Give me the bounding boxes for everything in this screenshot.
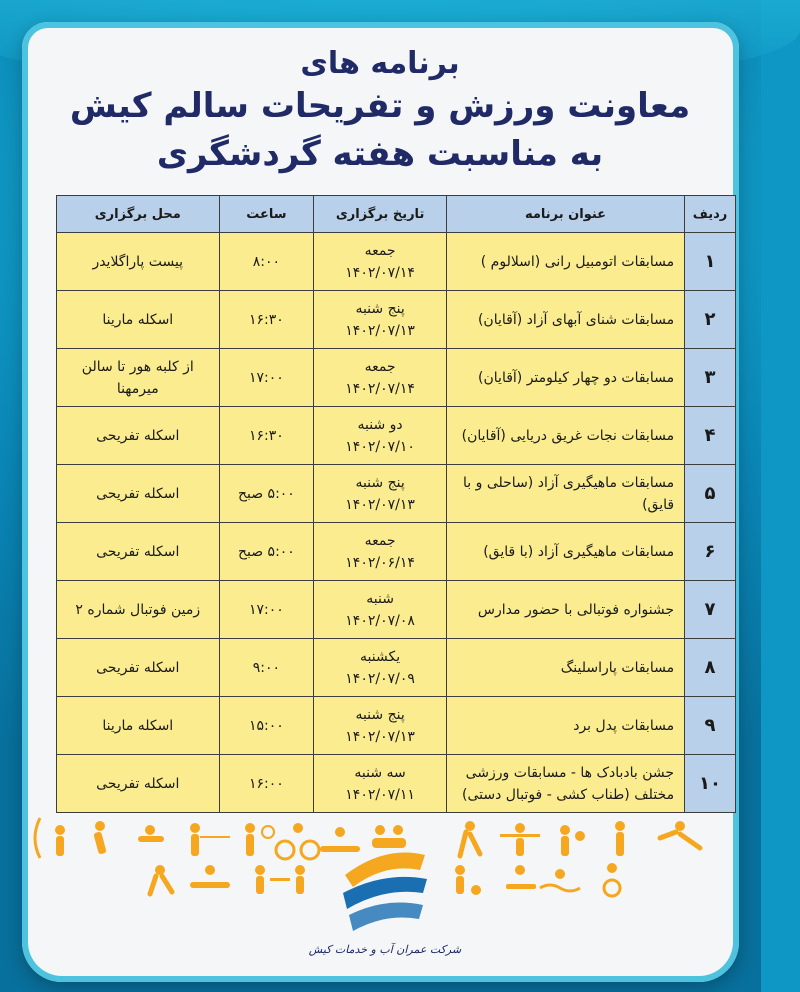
table-row — [57, 755, 736, 813]
table-row — [57, 233, 736, 291]
place-cell: اسکله تفریحی — [57, 755, 220, 813]
date-cell — [314, 465, 447, 523]
page-title-line1: برنامه های — [300, 46, 460, 81]
date-cell — [314, 755, 447, 813]
company-logo — [308, 835, 462, 965]
volleyball-icon — [615, 821, 625, 856]
row-number: ۱ — [685, 233, 736, 291]
table-header-row — [57, 196, 736, 233]
place-cell: اسکله تفریحی — [57, 407, 220, 465]
logo-text: شرکت عمران آب و خدمات کیش — [308, 943, 462, 956]
date-cell — [314, 291, 447, 349]
gymnastics-icon — [93, 821, 106, 855]
date-value: ۱۴۰۲/۰۷/۰۹ — [345, 670, 415, 687]
date-value: ۱۴۰۲/۰۶/۱۴ — [345, 554, 415, 571]
running-icon — [460, 821, 480, 856]
swimming-icon — [138, 825, 164, 842]
program-title: مسابقات دو چهار کیلومتر (آقایان) — [446, 349, 684, 407]
row-number: ۴ — [685, 407, 736, 465]
page-title-line3: به مناسبت هفته گردشگری — [156, 134, 604, 174]
program-title: مسابقات اتومبیل رانی (اسلالوم ) — [446, 233, 684, 291]
time-cell: ۵:۰۰ صبح — [219, 465, 314, 523]
program-title: جشن بادبادک ها - مسابقات ورزشی مختلف (طناب کشی - فوتبال دستی) — [446, 755, 684, 813]
hurdle-icon — [255, 865, 290, 894]
table-row — [57, 523, 736, 581]
date-value: ۱۴۰۲/۰۷/۱۴ — [345, 380, 415, 397]
date-value: ۱۴۰۲/۰۷/۱۴ — [345, 264, 415, 281]
canoe-icon — [190, 865, 230, 888]
place-cell: اسکله مارینا — [57, 697, 220, 755]
date-day: جمعه — [364, 358, 396, 375]
row-number: ۵ — [685, 465, 736, 523]
sailing-icon — [506, 865, 536, 889]
program-title: مسابقات شنای آبهای آزاد (آقایان) — [446, 291, 684, 349]
place-cell: اسکله تفریحی — [57, 639, 220, 697]
time-cell: ۹:۰۰ — [219, 639, 314, 697]
date-day: سه شنبه — [354, 764, 406, 781]
date-cell — [314, 349, 447, 407]
program-title: مسابقات پدل برد — [446, 697, 684, 755]
time-cell: ۱۶:۰۰ — [219, 755, 314, 813]
date-value: ۱۴۰۲/۰۷/۰۸ — [345, 612, 415, 629]
date-day: شنبه — [366, 590, 394, 607]
date-value: ۱۴۰۲/۰۷/۱۱ — [345, 786, 415, 803]
table-row — [57, 581, 736, 639]
football-icon — [455, 865, 481, 895]
row-number: ۶ — [685, 523, 736, 581]
wheelchair-sport-icon — [604, 863, 620, 896]
date-value: ۱۴۰۲/۰۷/۱۳ — [345, 322, 415, 339]
table-row — [57, 407, 736, 465]
header-program: عنوان برنامه — [446, 196, 684, 233]
row-number: ۸ — [685, 639, 736, 697]
program-title: مسابقات پاراسلینگ — [446, 639, 684, 697]
fencing-icon — [190, 823, 230, 856]
table-row — [57, 697, 736, 755]
row-number: ۷ — [685, 581, 736, 639]
time-cell: ۵:۰۰ صبح — [219, 523, 314, 581]
place-cell: پیست پاراگلایدر — [57, 233, 220, 291]
date-day: دو شنبه — [357, 416, 403, 433]
karate-icon — [660, 821, 700, 848]
time-cell: ۱۷:۰۰ — [219, 349, 314, 407]
place-cell: اسکله مارینا — [57, 291, 220, 349]
program-title: مسابقات ماهیگیری آزاد (با قایق) — [446, 523, 684, 581]
date-day: جمعه — [364, 242, 396, 259]
time-cell: ۱۷:۰۰ — [219, 581, 314, 639]
table-row — [57, 639, 736, 697]
row-number: ۹ — [685, 697, 736, 755]
header-place: محل برگزاری — [57, 196, 220, 233]
table-row — [57, 291, 736, 349]
boxing-icon — [560, 825, 585, 856]
row-number: ۱۰ — [685, 755, 736, 813]
date-cell — [314, 407, 447, 465]
date-value: ۱۴۰۲/۰۷/۱۳ — [345, 496, 415, 513]
page-title-line2: معاونت ورزش و تفریحات سالم کیش — [69, 86, 691, 126]
program-title: مسابقات ماهیگیری آزاد (ساحلی و با قایق) — [446, 465, 684, 523]
date-day: پنج شنبه — [355, 474, 405, 491]
header-date: تاریخ برگزاری — [314, 196, 447, 233]
date-cell — [314, 233, 447, 291]
header-row-number: ردیف — [685, 196, 736, 233]
date-value: ۱۴۰۲/۰۷/۱۰ — [345, 438, 415, 455]
header-time: ساعت — [219, 196, 314, 233]
place-cell: از کلبه هور تا سالن میرمهنا — [57, 349, 220, 407]
date-cell — [314, 581, 447, 639]
time-cell: ۸:۰۰ — [219, 233, 314, 291]
cycling-icon — [276, 823, 319, 859]
date-day: جمعه — [364, 532, 396, 549]
schedule-table — [56, 195, 736, 813]
time-cell: ۱۶:۳۰ — [219, 407, 314, 465]
date-cell — [314, 523, 447, 581]
time-cell: ۱۵:۰۰ — [219, 697, 314, 755]
program-title: مسابقات نجات غریق دریایی (آقایان) — [446, 407, 684, 465]
row-number: ۳ — [685, 349, 736, 407]
archery-icon — [35, 818, 65, 858]
date-day: پنج شنبه — [355, 706, 405, 723]
time-cell: ۱۶:۳۰ — [219, 291, 314, 349]
date-cell — [314, 697, 447, 755]
row-number: ۲ — [685, 291, 736, 349]
table-tennis-icon — [295, 865, 305, 894]
place-cell: اسکله تفریحی — [57, 465, 220, 523]
place-cell: اسکله تفریحی — [57, 523, 220, 581]
date-day: پنج شنبه — [355, 300, 405, 317]
weightlifting-icon — [500, 823, 540, 856]
date-cell — [314, 639, 447, 697]
date-value: ۱۴۰۲/۰۷/۱۳ — [345, 728, 415, 745]
water-polo-icon — [540, 869, 580, 891]
handball-icon — [150, 865, 172, 894]
program-title: جشنواره فوتبالی با حضور مدارس — [446, 581, 684, 639]
date-day: یکشنبه — [360, 648, 401, 665]
table-row — [57, 465, 736, 523]
place-cell: زمین فوتبال شماره ۲ — [57, 581, 220, 639]
tennis-icon — [245, 823, 274, 856]
table-row — [57, 349, 736, 407]
